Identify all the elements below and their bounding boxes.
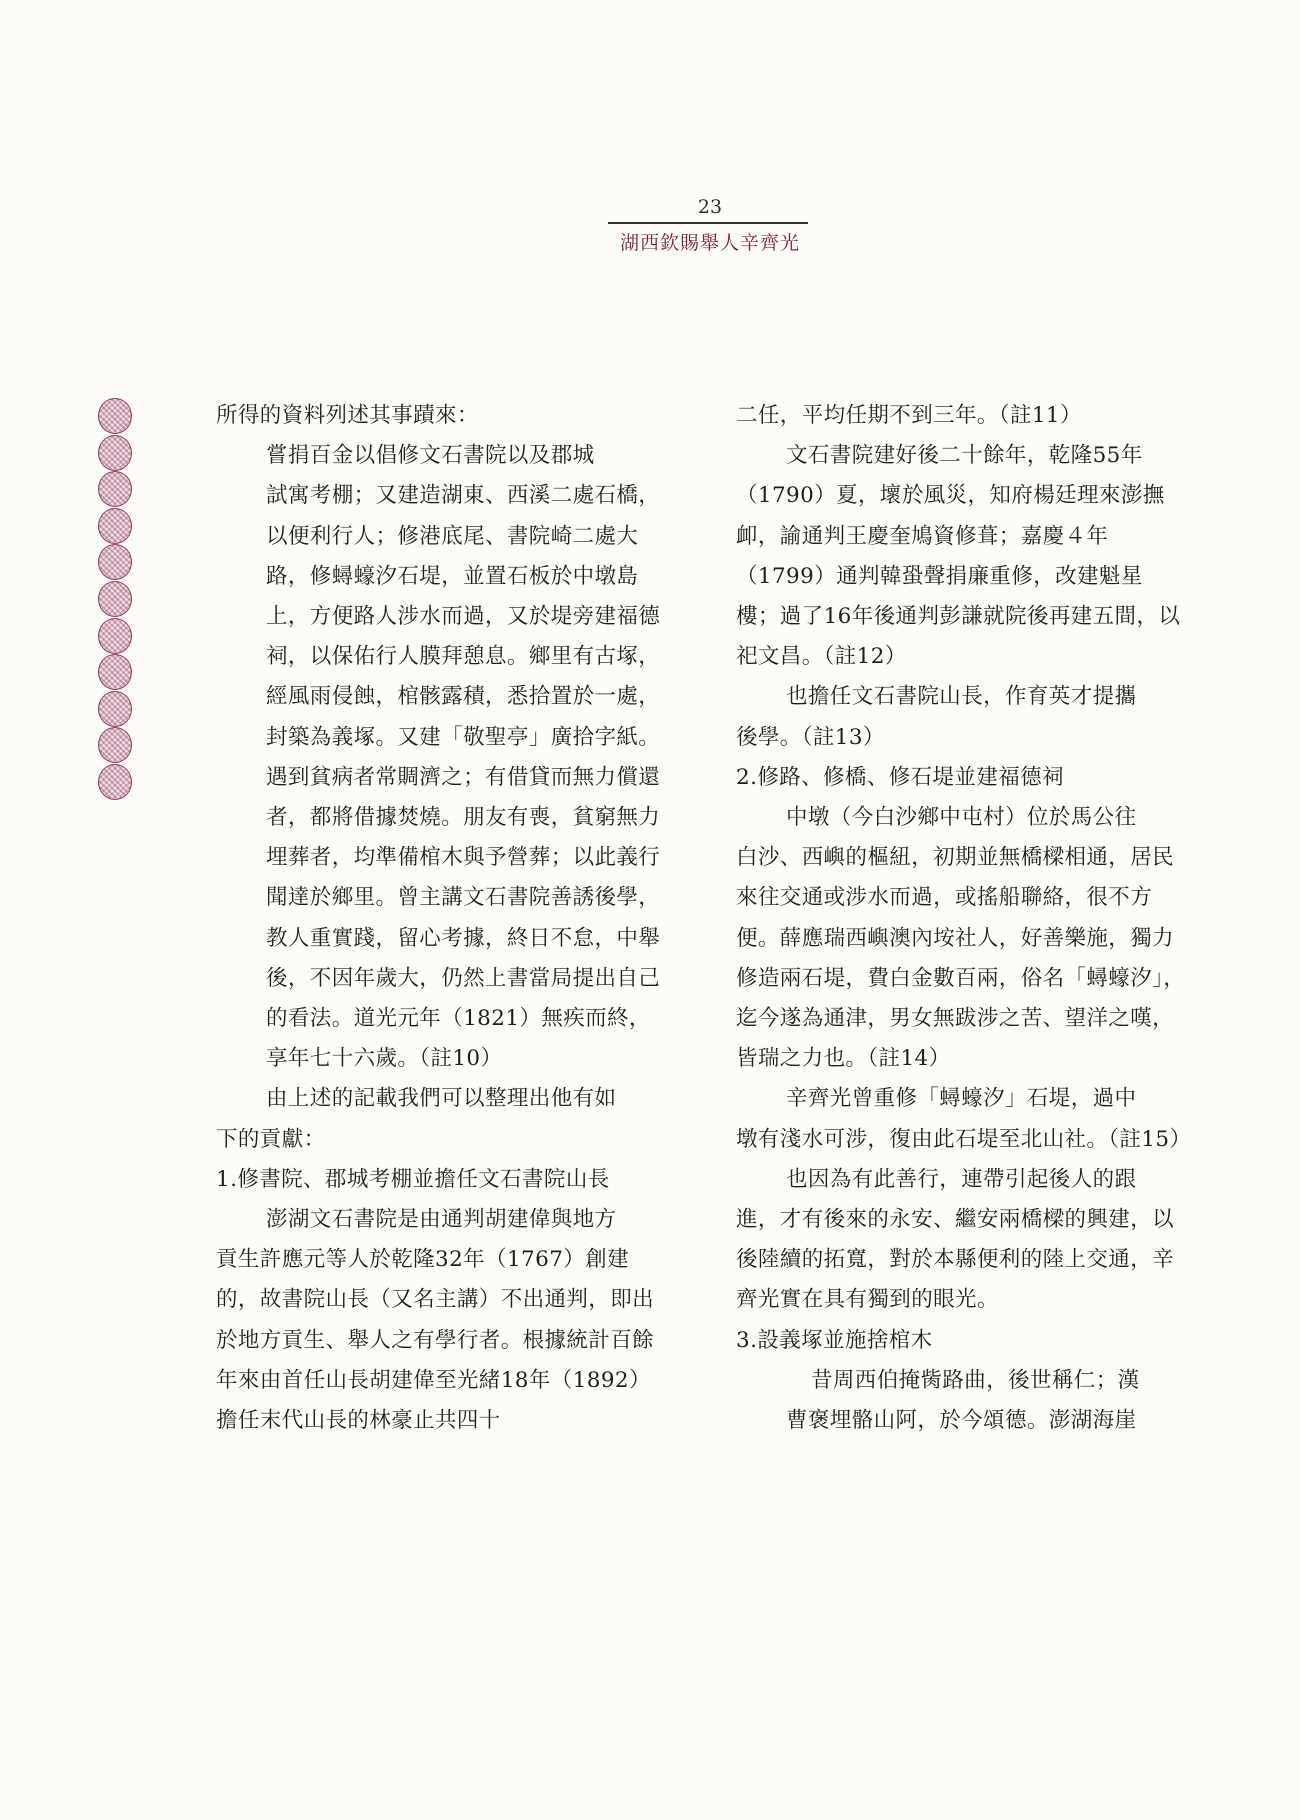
paragraph: 昔周西伯掩胔路曲，後世稱仁；漢	[811, 1367, 1140, 1393]
seal-icon	[98, 508, 132, 544]
paragraph: 所得的資料列述其事蹟來：	[216, 403, 479, 428]
section-heading: 3.設義塚並施捨棺木	[736, 1327, 933, 1353]
header-rule	[608, 222, 808, 224]
page-number: 23	[697, 196, 723, 218]
seal-icon	[98, 691, 132, 727]
paragraph: 白沙、西嶼的樞紐，初期並無橋樑相通，居民來往交通或涉水而過，或搖船聯絡，很不方便。薛應瑞西嶼澳內垵社人，好善樂施，獨力修造兩石堤，費白金數百兩，俗名「蟳蠔汐」，迄今遂為通津，男女無跋涉之苦、望洋之嘆，皆瑞之力也。（註14）	[736, 845, 1186, 1072]
paragraph: 文石書院建好後二十餘年，乾隆55年	[786, 443, 1143, 469]
seal-icon	[98, 544, 132, 580]
paragraph: 試寓考棚；又建造湖東、西溪二處石橋，以便利行人；修港底尾、書院崎二處大路，修蟳蠔汐石堤，並置石板於中墩島上，方便路人涉水而過，又於堤旁建福德祠，以保佑行人膜拜憩息。鄉里有古塚，經風雨侵蝕，棺骸露積，悉拾置於一處，封築為義塚。又建「敬聖亭」廣拾字紙。遇到貧病者常賙濟之；有借貸而無力償還者，都將借據焚燒。朋友有喪，貧窮無力埋葬者，均準備棺木與予營葬；以此義行聞達於鄉里。曾主講文石書院善誘後學，教人重實踐，留心考據，終日不怠，中舉後，不因年歲大，仍然上書當局提出自己的看法。道光元年（1821）無疾而終，享年七十六歲。（註10）	[266, 483, 661, 1072]
running-title: 湖西欽賜舉人辛齊光	[619, 232, 800, 254]
paragraph: 澎湖文石書院是由通判胡建偉與地方	[266, 1207, 617, 1233]
paragraph: 辛齊光曾重修「蟳蠔汐」石堤，過中	[786, 1086, 1137, 1112]
seal-icon	[98, 435, 132, 471]
paragraph: 也因為有此善行，連帶引起後人的跟	[786, 1166, 1137, 1192]
paragraph: 墩有淺水可涉，復由此石堤至北山社。（註15）	[736, 1126, 1192, 1152]
paragraph: 曹褒埋骼山阿，於今頌德。澎湖海崖	[786, 1408, 1137, 1434]
seal-icon	[98, 764, 132, 800]
seal-icon	[98, 471, 132, 507]
seal-icon	[98, 727, 132, 763]
seal-icon	[98, 581, 132, 617]
seal-icon	[98, 398, 132, 434]
seal-icon	[98, 618, 132, 654]
paragraph: （1790）夏，壞於風災，知府楊廷理來澎撫卹，諭通判王慶奎鳩資修葺；嘉慶４年（1799）通判韓蛩聲捐廉重修，改建魁星樓；過了16年後通判彭謙就院後再建五間，以祀文昌。（註12）	[736, 483, 1181, 670]
paragraph: 進，才有後來的永安、繼安兩橋樑的興建，以後陸續的拓寬，對於本縣便利的陸上交通，辛齊光實在具有獨到的眼光。	[736, 1207, 1175, 1313]
paragraph: 由上述的記載我們可以整理出他有如	[266, 1086, 617, 1112]
paragraph: 中墩（今白沙鄉中屯村）位於馬公往	[786, 805, 1137, 831]
section-heading: 2.修路、修橋、修石堤並建福德祠	[736, 764, 1064, 790]
paragraph: 二任，平均任期不到三年。（註11）	[736, 403, 1082, 428]
paragraph: 嘗捐百金以倡修文石書院以及郡城	[266, 443, 595, 469]
paragraph: 貢生許應元等人於乾隆32年（1767）創建的，故書院山長（又名主講）不出通判，即出於地方貢生、舉人之有學行者。根據統計百餘年來由首任山長胡建偉至光緒18年（1892）擔任末代山長的林豪止共四十	[216, 1247, 655, 1434]
right-column	[736, 396, 1192, 1441]
paragraph: 後學。（註13）	[736, 724, 885, 750]
seal-icon	[98, 654, 132, 690]
section-heading: 1.修書院、郡城考棚並擔任文石書院山長	[216, 1166, 610, 1192]
paragraph: 也擔任文石書院山長，作育英才提攜	[786, 684, 1137, 710]
left-column	[216, 396, 666, 1441]
margin-seal-decoration	[98, 398, 134, 801]
paragraph: 下的貢獻：	[216, 1126, 326, 1152]
